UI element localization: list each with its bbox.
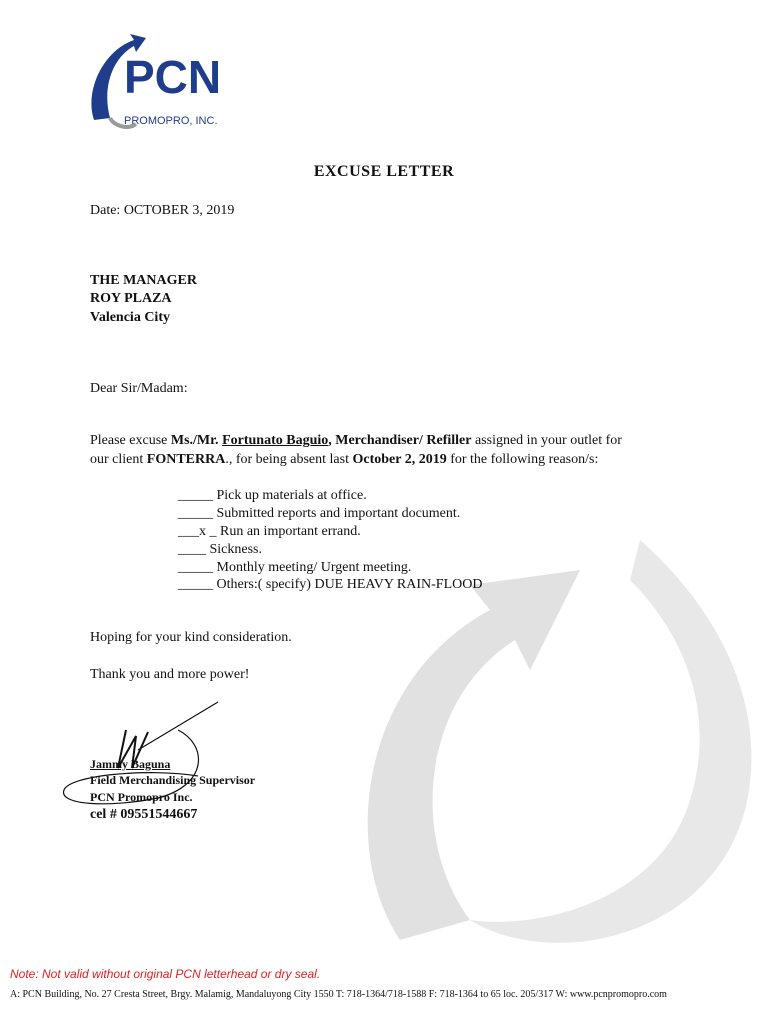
signatory-position: Field Merchandising Supervisor xyxy=(90,773,256,787)
logo-subtext: PROMOPRO, INC. xyxy=(124,115,218,127)
reason-item: _____ Monthly meeting/ Urgent meeting. xyxy=(178,560,412,575)
reason-item: _____ Others:( specify) DUE HEAVY RAIN-FLOOD xyxy=(178,577,483,592)
body-text: our client xyxy=(90,452,147,467)
reason-item: _____ Submitted reports and important document. xyxy=(178,506,461,521)
recipient-line-1: THE MANAGER xyxy=(90,273,197,288)
body-text: for the following reason/s: xyxy=(446,452,599,467)
recipient-line-3: Valencia City xyxy=(90,310,170,325)
body-title: Ms./Mr. xyxy=(170,433,223,448)
logo-wordmark: PCN xyxy=(124,51,222,103)
footer-address: A: PCN Building, No. 27 Cresta Street, Brgy. Malamig, Mandaluyong City 1550 T: 718-1364/718-1588 F: 718-1364 to 65 loc. 205/317 W: www.pcnpromopro.com xyxy=(10,989,667,1000)
closing-line-2: Thank you and more power! xyxy=(90,667,250,682)
employee-name: Fortunato Baguio xyxy=(222,433,329,448)
signatory-contact: cel # 09551544667 xyxy=(90,807,198,822)
pcn-logo xyxy=(84,30,234,135)
signatory-company: PCN Promopro Inc. xyxy=(90,790,193,804)
validity-note: Note: Not valid without original PCN letterhead or dry seal. xyxy=(10,967,321,981)
body-text: Please excuse xyxy=(90,433,171,448)
signatory-name: Jammy Baguna xyxy=(90,757,171,771)
employee-role: , Merchandiser/ Refiller xyxy=(328,433,472,448)
client-name: FONTERRA xyxy=(146,452,226,467)
closing-line-1: Hoping for your kind consideration. xyxy=(90,630,292,645)
reason-item: ___x _ Run an important errand. xyxy=(178,524,361,539)
body-paragraph-line-1 xyxy=(90,433,622,449)
recipient-line-2: ROY PLAZA xyxy=(90,291,172,306)
reason-item: ____ Sickness. xyxy=(178,542,262,557)
body-text: assigned in your outlet for xyxy=(471,433,622,448)
absence-date: October 2, 2019 xyxy=(352,452,447,467)
salutation: Dear Sir/Madam: xyxy=(90,381,188,396)
body-text: ., for being absent last xyxy=(225,452,353,467)
date-line: Date: OCTOBER 3, 2019 xyxy=(90,203,235,218)
letter-title: EXCUSE LETTER xyxy=(313,163,455,180)
reason-item: _____ Pick up materials at office. xyxy=(178,488,367,503)
body-paragraph-line-2 xyxy=(90,452,598,468)
